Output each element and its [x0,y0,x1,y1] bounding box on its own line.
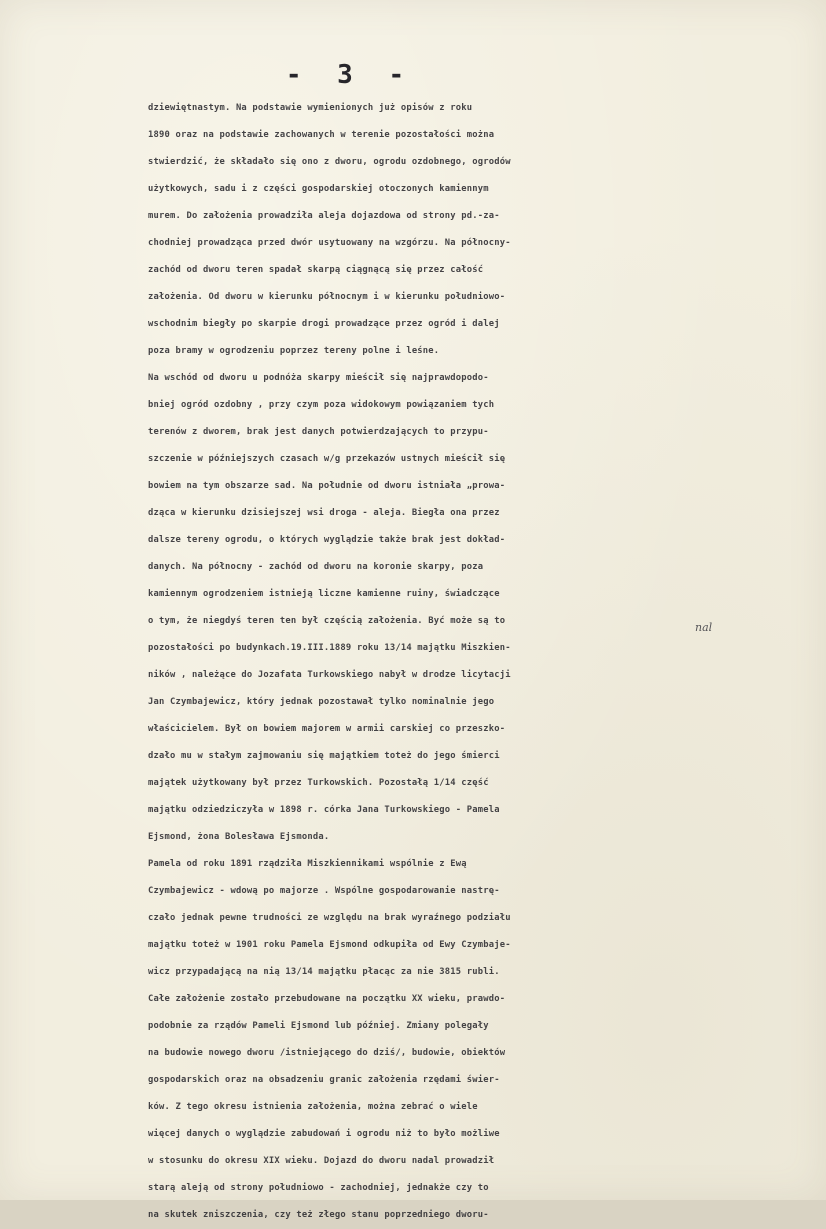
text-line: Całe założenie zostało przebudowane na początku XX wieku, prawdo- [148,994,506,1004]
page-number: - 3 - [285,60,415,90]
text-line: użytkowych, sadu i z części gospodarskiej otoczonych kamiennym [148,184,489,194]
text-line: poza bramy w ogrodzeniu poprzez tereny polne i leśne. [148,346,440,356]
handwritten-insertion: nal [695,621,713,634]
text-line: wschodnim biegły po skarpie drogi prowadzące przez ogród i dalej [148,319,500,329]
text-line: majątek użytkowany był przez Turkowskich. Pozostałą 1/14 część [148,778,489,788]
text-line: danych. Na północny - zachód od dworu na koronie skarpy, poza [148,562,484,572]
text-line: kamiennym ogrodzeniem istnieją liczne kamienne ruiny, świadczące [148,589,500,599]
text-line: bowiem na tym obszarze sad. Na południe od dworu istniała „prowa- [148,481,506,491]
text-line: szczenie w późniejszych czasach w/g przekazów ustnych mieścił się [148,454,506,464]
text-line: czało jednak pewne trudności ze względu na brak wyraźnego podziału [148,913,511,923]
text-line: Na wschód od dworu u podnóża skarpy mieścił się najprawdopodo- [148,373,489,383]
text-line: Pamela od roku 1891 rządziła Miszkiennikami wspólnie z Ewą [148,859,467,869]
text-line: dziewiętnastym. Na podstawie wymienionych już opisów z roku [148,103,473,113]
text-line: ków. Z tego okresu istnienia założenia, można zebrać o wiele [148,1102,478,1112]
text-line: pozostałości po budynkach.19.III.1889 roku 13/14 majątku Miszkien- [148,643,511,653]
text-line: 1890 oraz na podstawie zachowanych w terenie pozostałości można [148,130,495,140]
text-line: Czymbajewicz - wdową po majorze . Wspólne gospodarowanie nastrę- [148,886,500,896]
text-line: murem. Do założenia prowadziła aleja dojazdowa od strony pd.-za- [148,211,500,221]
text-line: właścicielem. Był on bowiem majorem w armii carskiej co przeszko- [148,724,506,734]
text-line: w stosunku do okresu XIX wieku. Dojazd do dworu nadal prowadził [148,1156,495,1166]
typed-text-body [148,95,824,1229]
text-line: na budowie nowego dworu /istniejącego do dziś/, budowie, obiektów [148,1048,506,1058]
text-line: ników , należące do Jozafata Turkowskiego nabył w drodze licytacji [148,670,511,680]
text-line: gospodarskich oraz na obsadzeniu granic założenia rzędami świer- [148,1075,500,1085]
text-line: dzało mu w stałym zajmowaniu się majątkiem toteż do jego śmierci [148,751,500,761]
text-line: bniej ogród ozdobny , przy czym poza widokowym powiązaniem tych [148,400,495,410]
text-line: założenia. Od dworu w kierunku północnym i w kierunku południowo- [148,292,506,302]
text-line: stwierdzić, że składało się ono z dworu, ogrodu ozdobnego, ogrodów [148,157,511,167]
text-line: starą aleją od strony południowo - zachodniej, jednakże czy to [148,1183,489,1193]
text-line: Ejsmond, żona Bolesława Ejsmonda. [148,832,330,842]
text-line: Jan Czymbajewicz, który jednak pozostawał tylko nominalnie jego [148,697,495,707]
text-line: wicz przypadającą na nią 13/14 majątku płacąc za nie 3815 rubli. [148,967,500,977]
text-line: chodniej prowadząca przed dwór usytuowany na wzgórzu. Na północny- [148,238,511,248]
text-line: więcej danych o wyglądzie zabudowań i ogrodu niż to było możliwe [148,1129,500,1139]
text-line: podobnie za rządów Pameli Ejsmond lub później. Zmiany polegały [148,1021,489,1031]
text-line: dząca w kierunku dzisiejszej wsi droga - aleja. Biegła ona przez [148,508,500,518]
text-line: o tym, że niegdyś teren ten był częścią założenia. Być może są to [148,616,506,626]
text-line: terenów z dworem, brak jest danych potwierdzających to przypu- [148,427,489,437]
text-line: dalsze tereny ogrodu, o których wyglądzie także brak jest dokład- [148,535,506,545]
text-line: majątku toteż w 1901 roku Pamela Ejsmond odkupiła od Ewy Czymbaje- [148,940,511,950]
text-line: majątku odziedziczyła w 1898 r. córka Jana Turkowskiego - Pamela [148,805,500,815]
text-line: na skutek zniszczenia, czy też złego stanu poprzedniego dworu- [148,1210,489,1220]
text-line: zachód od dworu teren spadał skarpą ciągnącą się przez całość [148,265,484,275]
